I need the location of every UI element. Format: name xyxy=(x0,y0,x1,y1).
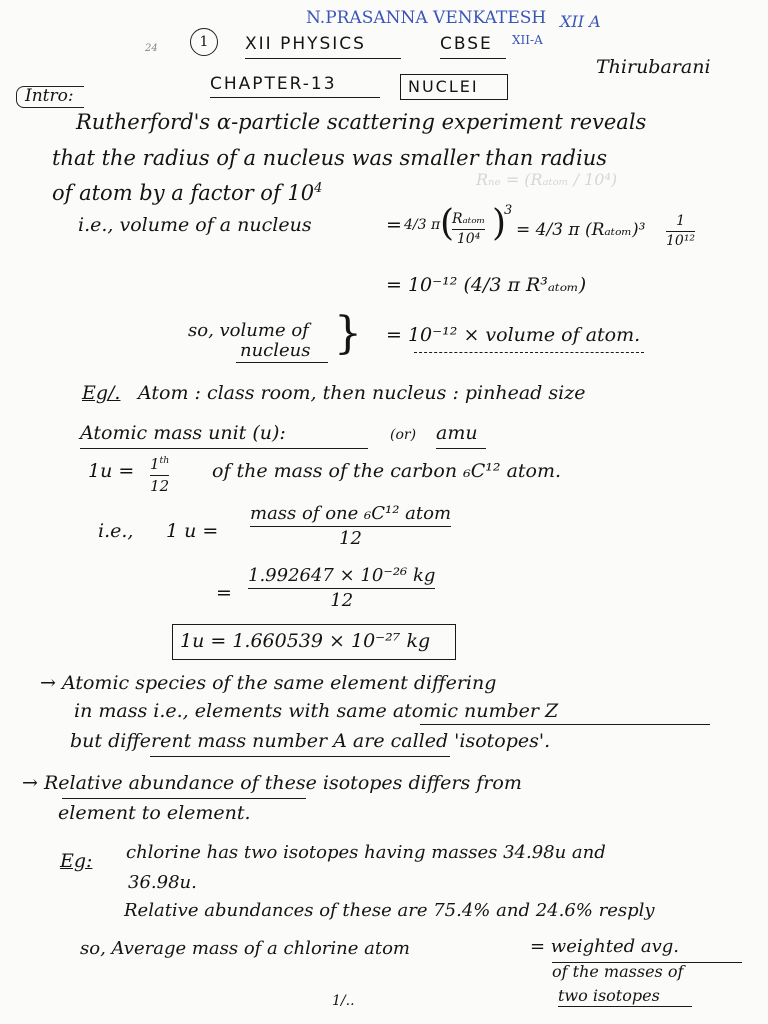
eq2: = 10⁻¹² (4/3 π R³ₐₜₒₘ) xyxy=(386,274,587,296)
eq1-open-paren: ( xyxy=(440,203,455,244)
abundance-line-2: element to element. xyxy=(58,802,251,824)
amu-ie-prefix: i.e., xyxy=(98,520,134,542)
eq1-right-num: 1 xyxy=(676,213,685,229)
page-circle-number: 1 xyxy=(190,28,218,56)
eq1-right-bar xyxy=(666,231,695,232)
so-brace: } xyxy=(334,308,362,359)
so-label-underline xyxy=(236,362,328,363)
amu-def-suffix: of the mass of the carbon ₆C¹² atom. xyxy=(212,460,562,482)
eq3: = 10⁻¹² × volume of atom. xyxy=(386,324,641,346)
example-text: Atom : class room, then nucleus : pinhead size xyxy=(138,382,586,404)
amu-calc-bar xyxy=(248,588,435,589)
amu-def-num: 1th xyxy=(150,455,170,473)
isotopes-line-3: but different mass number A are called 'isotopes'. xyxy=(70,730,551,752)
student-name: N.PRASANNA VENKATESH xyxy=(306,8,547,28)
two-isotopes-underline xyxy=(558,1006,692,1007)
volume-label: i.e., volume of a nucleus xyxy=(78,214,312,236)
amu-calc-equals: = xyxy=(216,582,232,604)
isotopes-line-2: in mass i.e., elements with same atomic number Z xyxy=(74,700,559,722)
title-subject: XII PHYSICS xyxy=(245,34,366,54)
eq1-coefficient: 4/3 π xyxy=(404,217,441,233)
eq1-right: = 4/3 π (Rₐₜₒₘ)³ xyxy=(516,220,646,240)
chapter-title: CHAPTER-13 xyxy=(210,74,337,94)
amu-abbr: amu xyxy=(436,422,478,444)
abundance-line-1: → Relative abundance of these isotopes differs from xyxy=(22,772,522,794)
abundance-underline xyxy=(62,798,306,799)
intro-line-1: Rutherford's α-particle scattering experiment reveals xyxy=(76,110,647,134)
eq1-fraction xyxy=(452,212,485,248)
eq3-underline xyxy=(414,352,644,353)
chlorine-line-6: two isotopes xyxy=(558,986,660,1005)
teacher-name: Thirubarani xyxy=(596,56,711,78)
page-footer: 1/.. xyxy=(332,993,355,1009)
chlorine-line-4-left: so, Average mass of a chlorine atom xyxy=(80,938,410,959)
so-volume-label-1: so, volume of xyxy=(188,320,309,341)
eq1-num: Rₐₜₒₘ xyxy=(452,211,486,227)
intro-line-3: of atom by a factor of $10^4$ xyxy=(52,181,323,205)
isotopes-line-3-underline xyxy=(150,756,450,757)
eq1-bar xyxy=(452,229,485,230)
intro-tag: Intro: xyxy=(16,86,84,108)
amu-def-bar xyxy=(150,475,169,476)
amu-ie-fraction xyxy=(250,504,451,549)
isotopes-line-2-underline xyxy=(420,724,710,725)
amu-def-den: 12 xyxy=(150,476,170,495)
title-board: CBSE xyxy=(440,34,493,54)
amu-abbr-underline xyxy=(436,448,486,449)
eq1-right-den: 10¹² xyxy=(666,233,696,250)
chlorine-line-5: of the masses of xyxy=(552,962,684,981)
eq1-den: 10⁴ xyxy=(456,231,481,248)
example-prefix: Eg/. xyxy=(82,382,121,404)
class-note: XII A xyxy=(560,12,601,31)
amu-calc-den: 12 xyxy=(330,589,354,611)
amu-def-prefix: 1u = xyxy=(88,460,135,482)
eq1-close-paren: ) xyxy=(492,203,507,244)
isotopes-line-1: → Atomic species of the same element differing xyxy=(40,672,497,694)
chlorine-prefix: Eg: xyxy=(60,850,93,872)
title-board-underline xyxy=(440,58,506,59)
chlorine-line-2: 36.98u. xyxy=(128,872,197,893)
amu-ie-num: mass of one ₆C¹² atom xyxy=(250,503,452,524)
eq1-equals: = xyxy=(386,214,402,236)
amu-result: 1u = 1.660539 × 10⁻²⁷ kg xyxy=(180,630,431,652)
eq1-power: 3 xyxy=(504,203,513,218)
so-volume-label-2: nucleus xyxy=(240,340,311,361)
eq1-right-fraction xyxy=(666,214,695,250)
amu-ie-lhs: 1 u = xyxy=(166,520,219,542)
amu-ie-bar xyxy=(250,526,451,527)
amu-def-fraction xyxy=(150,456,169,494)
amu-ie-den: 12 xyxy=(339,527,362,549)
title-subject-underline xyxy=(245,58,401,59)
class-subscript: XII-A xyxy=(512,33,543,47)
margin-number: 24 xyxy=(145,43,158,54)
amu-calc-fraction xyxy=(248,566,435,611)
faint-erased-note: Rₙₑ = (Rₐₜₒₘ / 10⁴) xyxy=(476,170,618,189)
chlorine-line-1: chlorine has two isotopes having masses 34.98u and xyxy=(126,842,606,863)
amu-heading-underline xyxy=(80,448,368,449)
intro-line-2: that the radius of a nucleus was smaller than radius xyxy=(52,146,608,170)
amu-or: (or) xyxy=(390,427,417,443)
chlorine-line-4-right: = weighted avg. xyxy=(530,936,680,957)
chlorine-line-3: Relative abundances of these are 75.4% and 24.6% resply xyxy=(124,900,655,921)
chapter-name: NUCLEI xyxy=(408,77,479,96)
amu-calc-num: 1.992647 × 10⁻²⁶ kg xyxy=(248,565,436,586)
chapter-title-underline xyxy=(210,97,380,98)
amu-heading: Atomic mass unit (u): xyxy=(80,422,286,444)
